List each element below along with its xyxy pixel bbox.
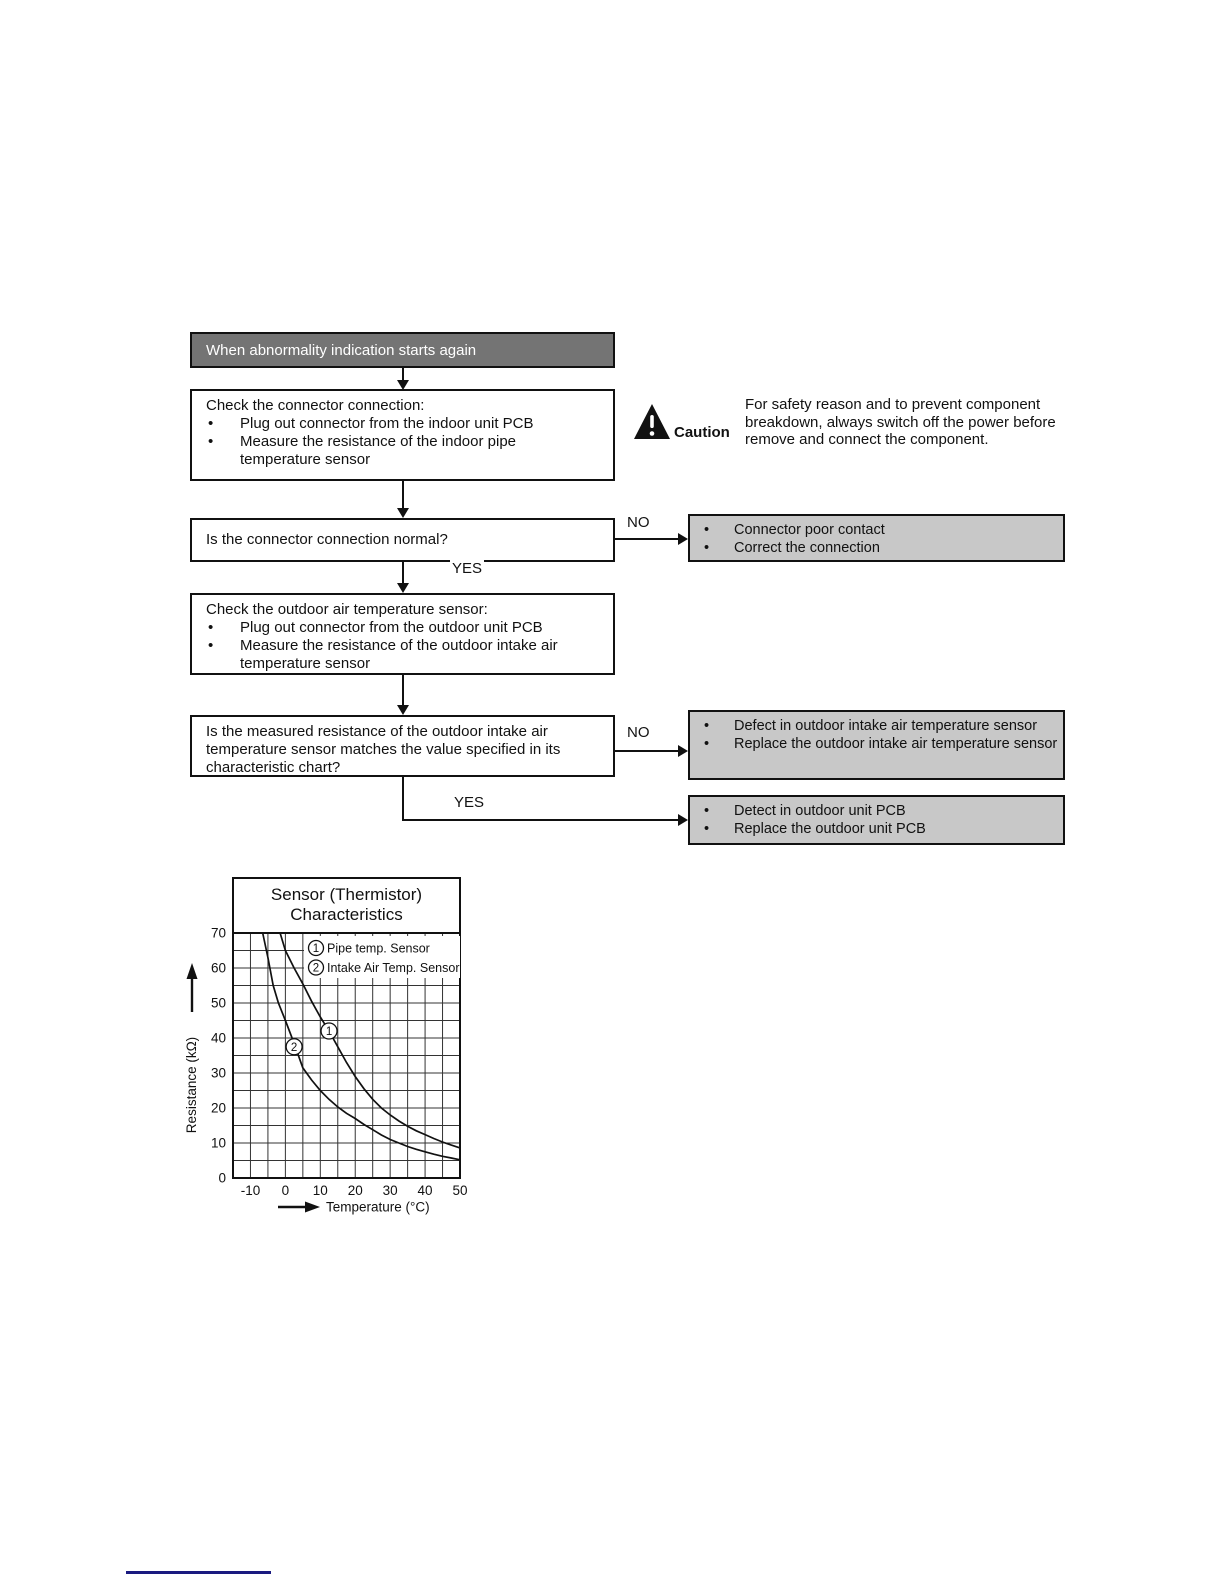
flow-connector-line [402,675,404,706]
flow-connector-line [402,481,404,509]
svg-text:20: 20 [210,1100,226,1116]
flow-check-connector-box [190,389,615,481]
list-item: • Measure the resistance of the indoor pipe temperature sensor [206,433,603,469]
svg-text:Resistance (kΩ): Resistance (kΩ) [184,1036,199,1134]
flow-start-box [190,332,615,368]
arrow-right-icon [678,814,688,826]
svg-text:2: 2 [312,962,320,975]
list-item: • Plug out connector from the outdoor unit PCB [206,619,603,637]
svg-text:20: 20 [347,1183,363,1198]
arrow-down-icon [397,583,409,593]
flow-connector-line [402,777,404,821]
flow-result-connector-box [688,514,1065,562]
svg-text:-10: -10 [240,1183,261,1198]
flow-check-outdoor-box [190,593,615,675]
list-item: • Defect in outdoor intake air temperature sensor [690,717,1063,735]
caution-warning-icon [632,402,672,442]
caution-label: Caution [674,424,730,441]
svg-text:30: 30 [210,1065,226,1081]
flow-box-title: Check the connector connection: [206,397,425,414]
svg-text:70: 70 [210,925,226,941]
list-item: • Measure the resistance of the outdoor intake air temperature sensor [206,637,603,673]
svg-text:10: 10 [312,1183,328,1198]
svg-text:2: 2 [290,1041,298,1054]
no-branch-label: NO [627,724,650,741]
yes-branch-label: YES [452,560,483,577]
svg-text:1: 1 [325,1026,333,1038]
caution-text: For safety reason and to prevent component breakdown, always switch off the power before remove and connect the component. [745,396,1056,448]
list-item: • Plug out connector from the indoor unit PCB [206,415,603,433]
flow-question-text: Is the measured resistance of the outdoor intake air temperature sensor matches the value specified in its characteristic chart? [206,723,561,776]
svg-text:40: 40 [417,1183,433,1198]
no-branch-label: NO [627,514,650,531]
flow-result-sensor-box [688,710,1065,780]
flow-connector-line [615,538,681,540]
svg-text:0: 0 [218,1170,226,1186]
flow-box-title: Check the outdoor air temperature sensor: [206,601,488,618]
flow-connector-line [402,819,680,821]
flow-connector-line [402,562,404,584]
flow-question-text: Is the connector connection normal? [206,531,448,548]
svg-text:Temperature (°C): Temperature (°C) [326,1199,430,1215]
svg-text:Characteristics: Characteristics [290,905,403,924]
sensor-characteristics-chart [160,868,480,1224]
svg-text:10: 10 [210,1135,226,1151]
svg-text:1: 1 [312,943,320,955]
svg-text:40: 40 [210,1030,226,1046]
svg-text:30: 30 [382,1183,398,1198]
arrow-down-icon [397,508,409,518]
svg-text:0: 0 [281,1183,290,1198]
arrow-right-icon [678,745,688,757]
list-item: • Detect in outdoor unit PCB [690,802,1063,820]
flow-question-resistance-box [190,715,615,777]
list-item: • Correct the connection [690,539,1063,557]
flow-start-label: When abnormality indication starts again [206,341,477,359]
flow-result-pcb-box [688,795,1065,845]
footer-rule [126,1571,271,1574]
list-item: • Replace the outdoor intake air temperature sensor [690,735,1063,753]
svg-text:60: 60 [210,960,226,976]
flow-question-connector-box [190,518,615,562]
svg-text:Intake Air Temp. Sensor: Intake Air Temp. Sensor [327,961,460,975]
list-item: • Connector poor contact [690,521,1063,539]
svg-text:Sensor (Thermistor): Sensor (Thermistor) [270,885,423,904]
arrow-down-icon [397,705,409,715]
list-item: • Replace the outdoor unit PCB [690,820,1063,838]
svg-text:50: 50 [210,995,226,1011]
arrow-right-icon [678,533,688,545]
yes-branch-label: YES [454,794,485,811]
svg-text:50: 50 [452,1183,468,1198]
flow-connector-line [615,750,681,752]
svg-text:Pipe temp. Sensor: Pipe temp. Sensor [327,941,430,956]
